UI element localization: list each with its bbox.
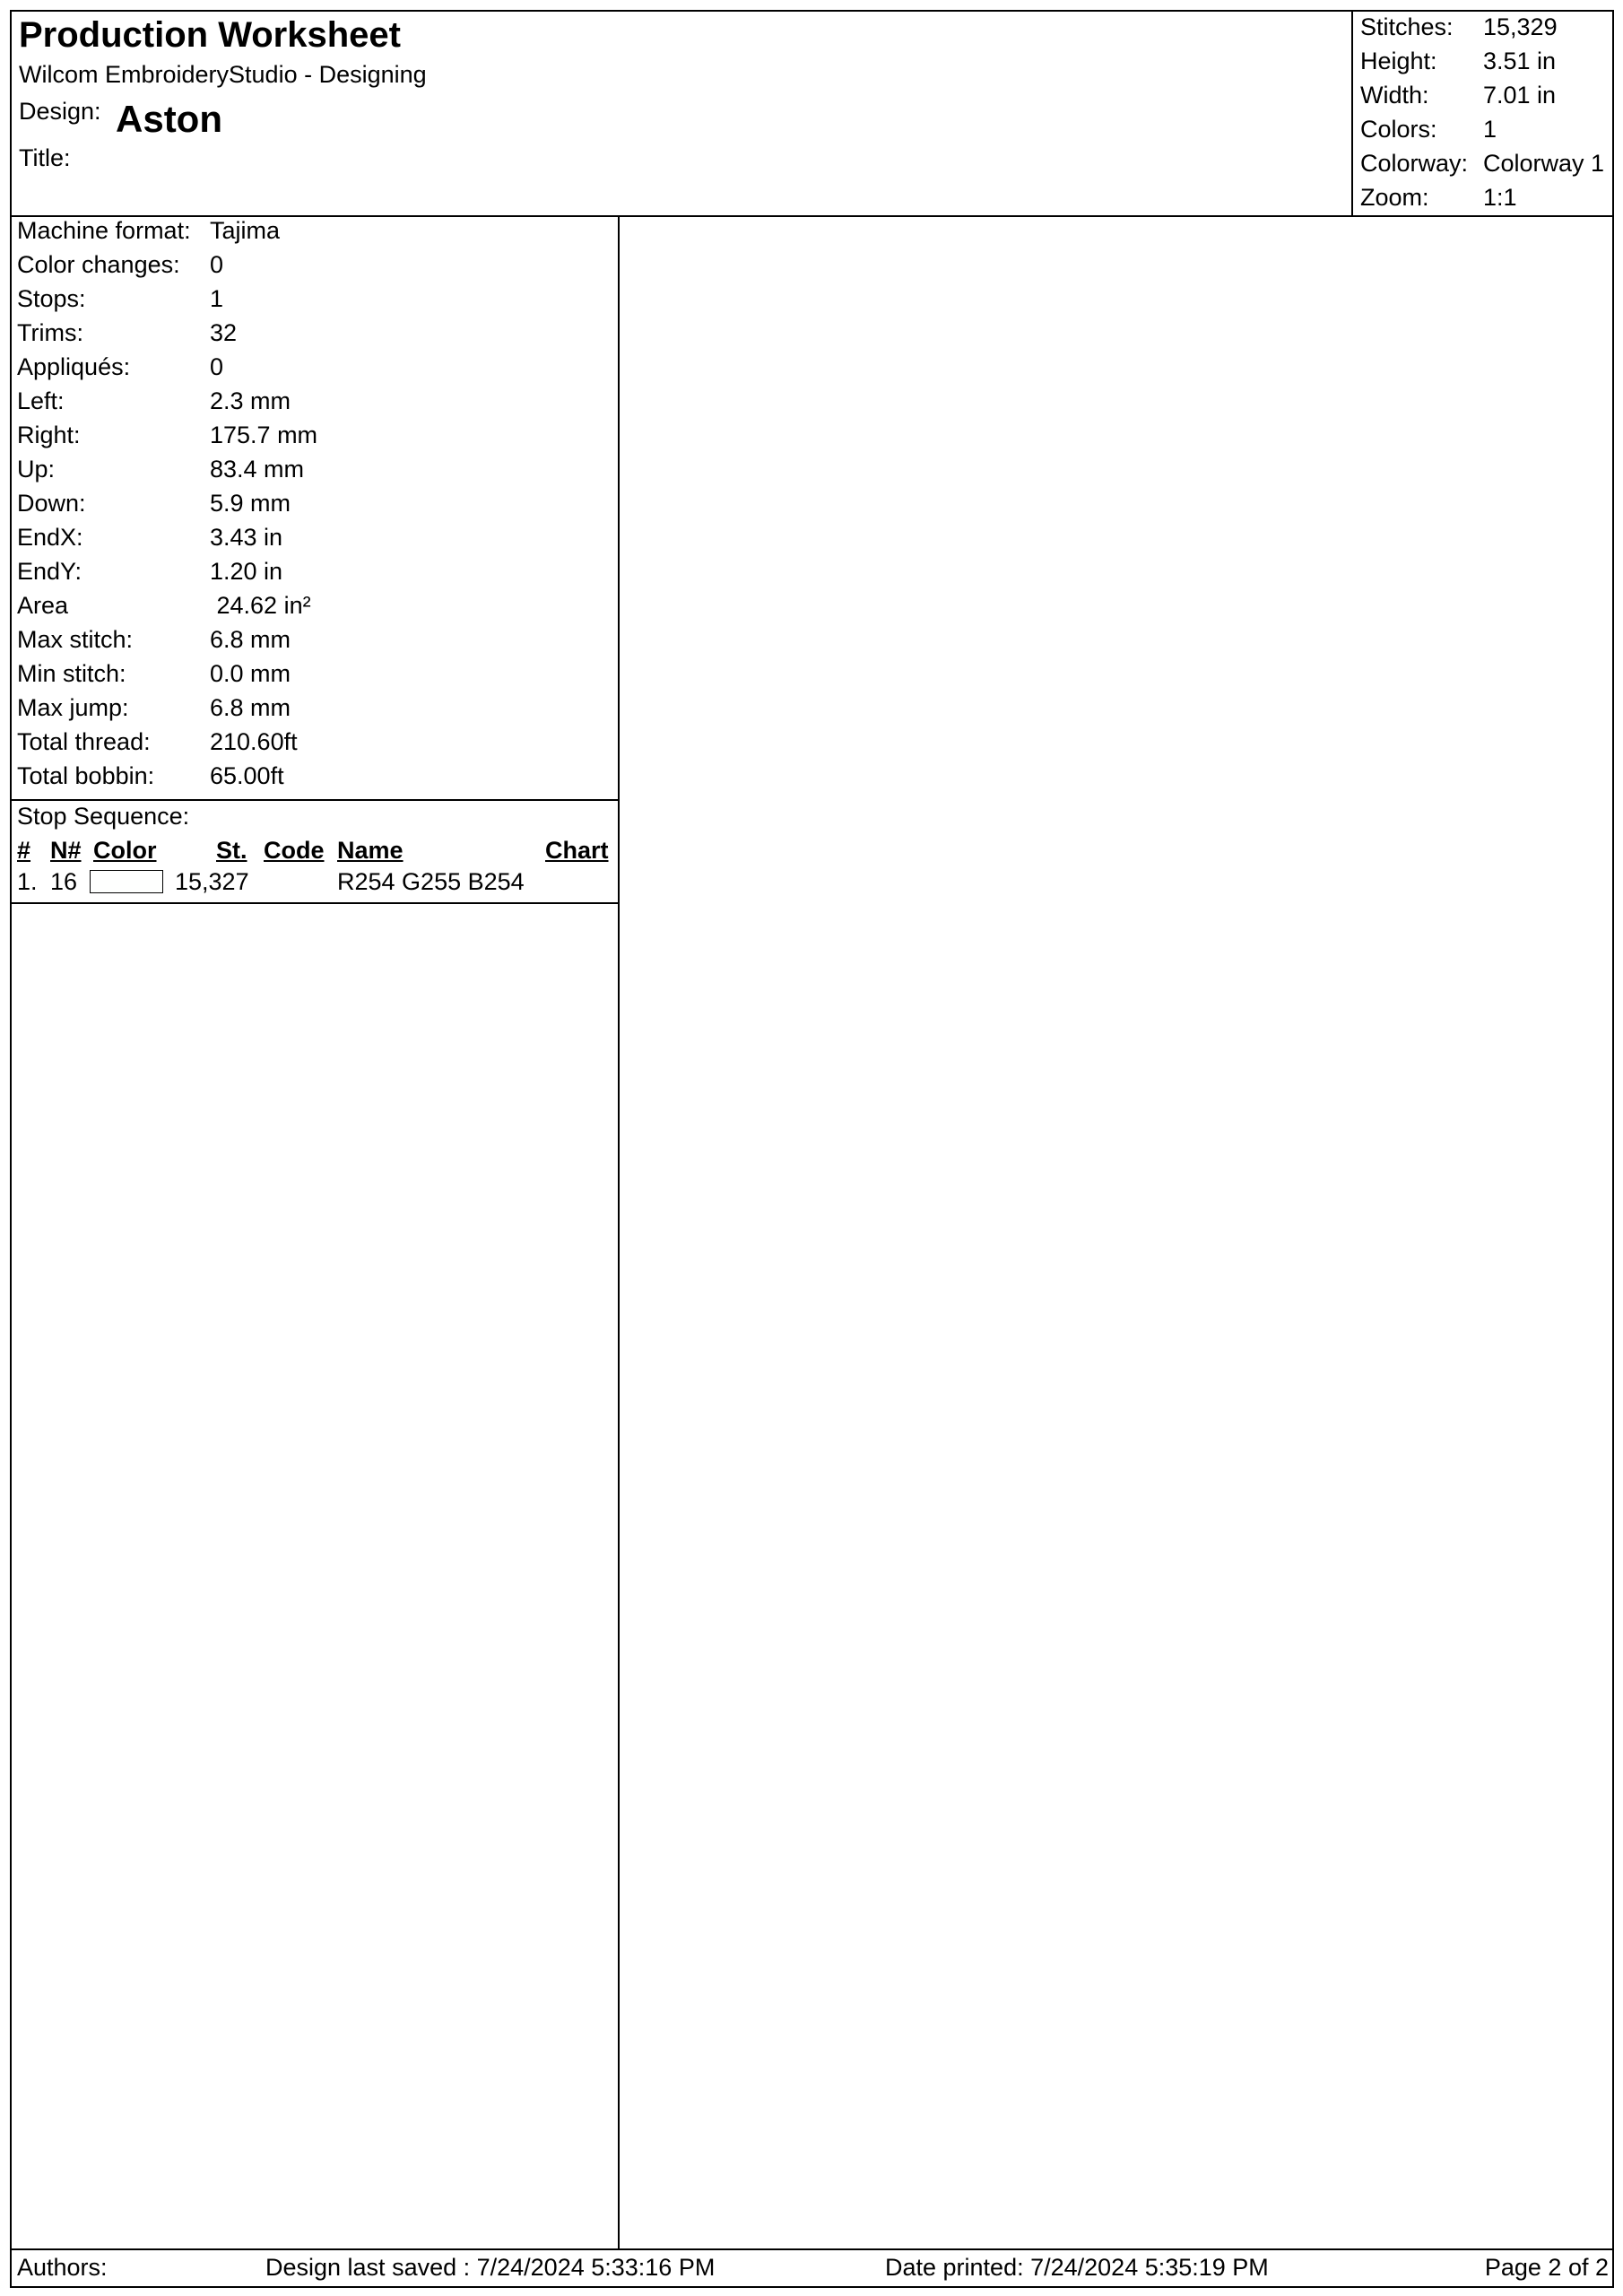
stat-label: Width: [1360, 82, 1429, 109]
thread-color-swatch [90, 870, 163, 893]
stat-label: Colorway: [1360, 150, 1469, 177]
info-value: 1.20 in [210, 558, 283, 585]
column-header-chart: Chart [545, 837, 609, 864]
info-label: Left: [17, 387, 65, 414]
column-header-color: Color [93, 837, 157, 864]
stop-sequence-table [12, 799, 618, 904]
info-value: 24.62 in² [210, 592, 311, 619]
info-value: 5.9 mm [210, 490, 291, 517]
info-value: 0 [210, 353, 224, 380]
last-saved-text: Design last saved : 7/24/2024 5:33:16 PM [265, 2254, 716, 2281]
row-stitches: 15,327 [175, 868, 249, 895]
info-label: Max stitch: [17, 626, 134, 653]
authors-label: Authors: [17, 2254, 108, 2281]
info-value: 6.8 mm [210, 626, 291, 653]
info-label: Color changes: [17, 251, 180, 278]
page-number: Page 2 of 2 [1484, 2254, 1609, 2281]
row-number: 1. [17, 868, 38, 895]
column-header-needle: N# [50, 837, 82, 864]
design-stats-panel [1351, 12, 1612, 215]
stat-label: Zoom: [1360, 184, 1429, 211]
info-value: Tajima [210, 217, 281, 244]
stat-value: 7.01 in [1483, 82, 1557, 109]
info-label: Down: [17, 490, 86, 517]
stat-label: Stitches: [1360, 13, 1454, 40]
design-name: Aston [116, 98, 222, 140]
column-header-name: Name [337, 837, 404, 864]
info-value: 175.7 mm [210, 422, 318, 448]
date-printed-text: Date printed: 7/24/2024 5:35:19 PM [885, 2254, 1269, 2281]
design-label: Design: [19, 98, 101, 125]
info-label: EndX: [17, 524, 83, 551]
info-label: EndY: [17, 558, 82, 585]
stop-sequence-title: Stop Sequence: [17, 803, 190, 830]
app-subtitle: Wilcom EmbroideryStudio - Designing [19, 61, 427, 88]
info-label: Appliqués: [17, 353, 131, 380]
stat-label: Height: [1360, 48, 1437, 74]
info-label: Machine format: [17, 217, 191, 244]
stat-value: Colorway 1 [1483, 150, 1605, 177]
info-value: 2.3 mm [210, 387, 291, 414]
info-label: Max jump: [17, 694, 129, 721]
info-label: Total thread: [17, 728, 151, 755]
info-value: 210.60ft [210, 728, 298, 755]
info-label: Right: [17, 422, 81, 448]
stat-label: Colors: [1360, 116, 1437, 143]
info-value: 1 [210, 285, 224, 312]
info-value: 83.4 mm [210, 456, 305, 483]
info-label: Area [17, 592, 69, 619]
worksheet-footer [12, 2248, 1612, 2286]
machine-info-column [12, 215, 620, 2250]
info-value: 3.43 in [210, 524, 283, 551]
info-label: Min stitch: [17, 660, 126, 687]
info-label: Stops: [17, 285, 86, 312]
info-value: 6.8 mm [210, 694, 291, 721]
column-header-code: Code [264, 837, 325, 864]
stat-value: 1 [1483, 116, 1497, 143]
info-value: 0.0 mm [210, 660, 291, 687]
info-value: 65.00ft [210, 762, 284, 789]
info-label: Trims: [17, 319, 83, 346]
column-header-stitches: St. [216, 837, 247, 864]
row-name: R254 G255 B254 [337, 868, 525, 895]
info-label: Total bobbin: [17, 762, 155, 789]
worksheet-page [10, 10, 1614, 2288]
stat-value: 3.51 in [1483, 48, 1557, 74]
stat-value: 15,329 [1483, 13, 1558, 40]
page-title: Production Worksheet [19, 15, 401, 55]
title-label: Title: [19, 144, 71, 171]
info-value: 0 [210, 251, 224, 278]
info-label: Up: [17, 456, 56, 483]
info-value: 32 [210, 319, 238, 346]
column-header-number: # [17, 837, 31, 864]
stat-value: 1:1 [1483, 184, 1517, 211]
worksheet-header [12, 12, 1612, 217]
row-needle: 16 [50, 868, 78, 895]
